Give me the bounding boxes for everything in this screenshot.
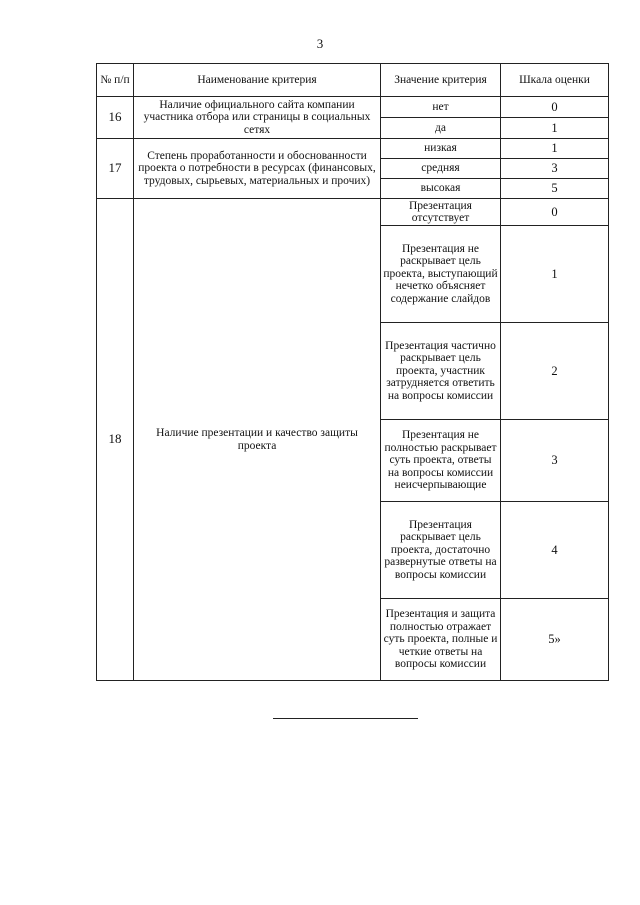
table-row: [97, 199, 609, 226]
criterion-value: низкая: [381, 139, 501, 159]
criterion-name: Наличие презентации и качество защиты проекта: [134, 199, 381, 681]
criterion-score: 5»: [501, 599, 609, 681]
criterion-value: Презентация частично раскрывает цель проекта, участник затрудняется ответить на вопросы комиссии: [381, 323, 501, 420]
criterion-value: Презентация и защита полностью отражает суть проекта, полные и четкие ответы на вопросы комиссии: [381, 599, 501, 681]
criterion-score: 1: [501, 118, 609, 139]
row-number: 16: [97, 97, 134, 139]
criterion-score: 3: [501, 159, 609, 179]
criterion-score: 3: [501, 420, 609, 502]
criterion-score: 1: [501, 226, 609, 323]
criterion-value: средняя: [381, 159, 501, 179]
criterion-value: высокая: [381, 179, 501, 199]
row-number: 17: [97, 139, 134, 199]
header-value: Значение критерия: [381, 64, 501, 97]
table-row: [97, 139, 609, 159]
criterion-score: 0: [501, 97, 609, 118]
criterion-score: 1: [501, 139, 609, 159]
header-name: Наименование критерия: [134, 64, 381, 97]
footer-divider: [273, 718, 418, 719]
header-scale: Шкала оценки: [501, 64, 609, 97]
criterion-value: да: [381, 118, 501, 139]
criterion-score: 2: [501, 323, 609, 420]
criterion-score: 0: [501, 199, 609, 226]
criterion-score: 5: [501, 179, 609, 199]
criterion-value: Презентация не полностью раскрывает суть проекта, ответы на вопросы комиссии неисчерпывающие: [381, 420, 501, 502]
header-num: № п/п: [97, 64, 134, 97]
criterion-name: Степень проработанности и обоснованности проекта о потребности в ресурсах (финансовых, трудовых, сырьевых, материальных и прочих): [134, 139, 381, 199]
criteria-table: [96, 63, 609, 681]
page-number: 3: [316, 36, 324, 51]
table-row: [97, 97, 609, 118]
criterion-value: нет: [381, 97, 501, 118]
row-number: 18: [97, 199, 134, 681]
criterion-score: 4: [501, 502, 609, 599]
criterion-name: Наличие официального сайта компании участника отбора или страницы в социальных сетях: [134, 97, 381, 139]
criterion-value: Презентация раскрывает цель проекта, достаточно развернутые ответы на вопросы комиссии: [381, 502, 501, 599]
criterion-value: Презентация не раскрывает цель проекта, выступающий нечетко объясняет содержание слайдов: [381, 226, 501, 323]
table-header-row: [97, 64, 609, 97]
criterion-value: Презентация отсутствует: [381, 199, 501, 226]
